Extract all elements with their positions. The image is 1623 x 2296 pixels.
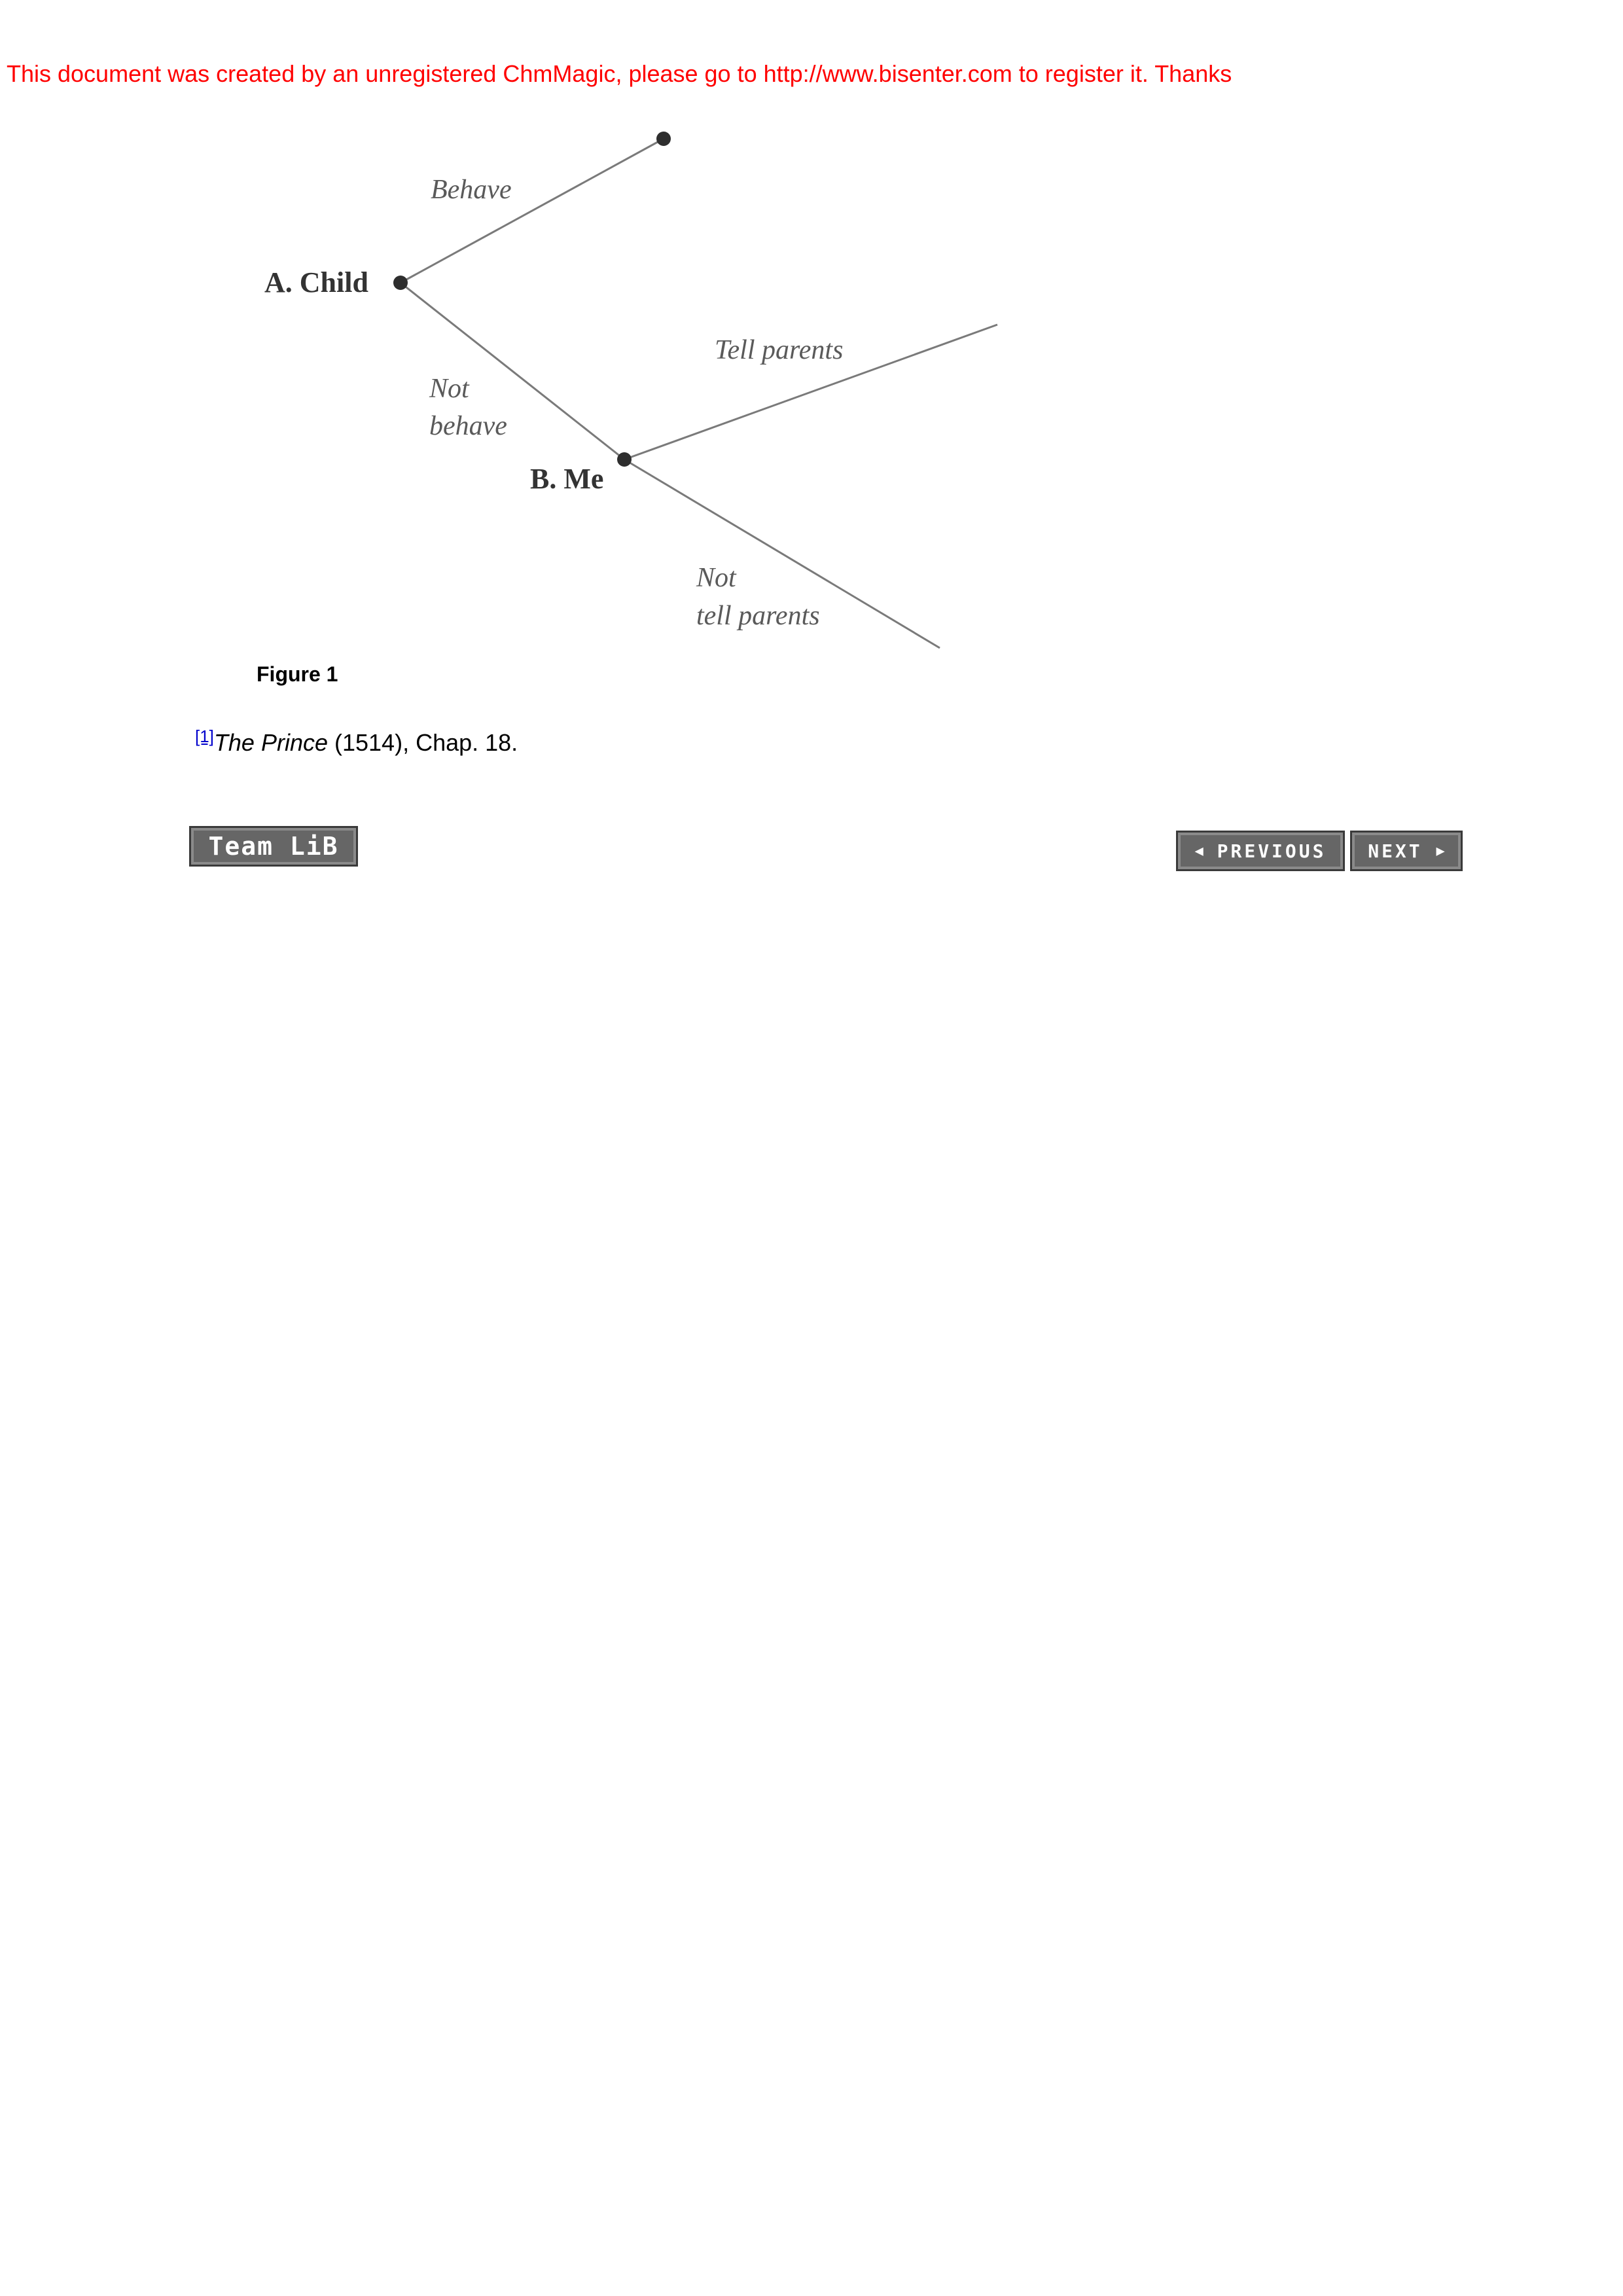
edge-behave bbox=[401, 139, 664, 283]
triangle-right-icon: ▶ bbox=[1436, 842, 1445, 859]
team-lib-button[interactable] bbox=[191, 828, 356, 865]
triangle-left-icon: ◀ bbox=[1194, 842, 1204, 859]
node-label-child: A. Child bbox=[264, 266, 368, 298]
edge-label-not-tell-line1: Not bbox=[696, 563, 736, 593]
footnote-ref-link[interactable]: [1] bbox=[195, 726, 214, 746]
edge-label-not-behave-line2: behave bbox=[429, 411, 507, 441]
previous-button[interactable] bbox=[1178, 833, 1343, 869]
me-node bbox=[617, 452, 632, 467]
node-label-me: B. Me bbox=[530, 463, 604, 495]
game-tree-figure bbox=[249, 118, 1034, 655]
edge-label-not-tell-line2: tell parents bbox=[696, 601, 820, 631]
next-label: NEXT bbox=[1368, 840, 1423, 862]
team-lib-label: Team LiB bbox=[208, 832, 339, 861]
child-node bbox=[393, 276, 408, 290]
figure-caption: Figure 1 bbox=[257, 662, 338, 686]
footnote bbox=[195, 726, 518, 757]
next-button[interactable] bbox=[1352, 833, 1461, 869]
footnote-text: (1514), Chap. 18. bbox=[328, 729, 518, 756]
game-tree-diagram bbox=[249, 118, 1034, 655]
terminal-node bbox=[656, 132, 671, 146]
edge-label-not-behave-line1: Not bbox=[429, 374, 469, 404]
edge-label-tell-parents: Tell parents bbox=[715, 335, 844, 365]
previous-label: PREVIOUS bbox=[1217, 840, 1327, 862]
unregistered-watermark: This document was created by an unregistered ChmMagic, please go to http://www.bisenter.com to register it. Thanks bbox=[7, 60, 1232, 87]
edge-label-behave: Behave bbox=[431, 175, 512, 205]
footnote-book-title: The Prince bbox=[213, 729, 328, 756]
